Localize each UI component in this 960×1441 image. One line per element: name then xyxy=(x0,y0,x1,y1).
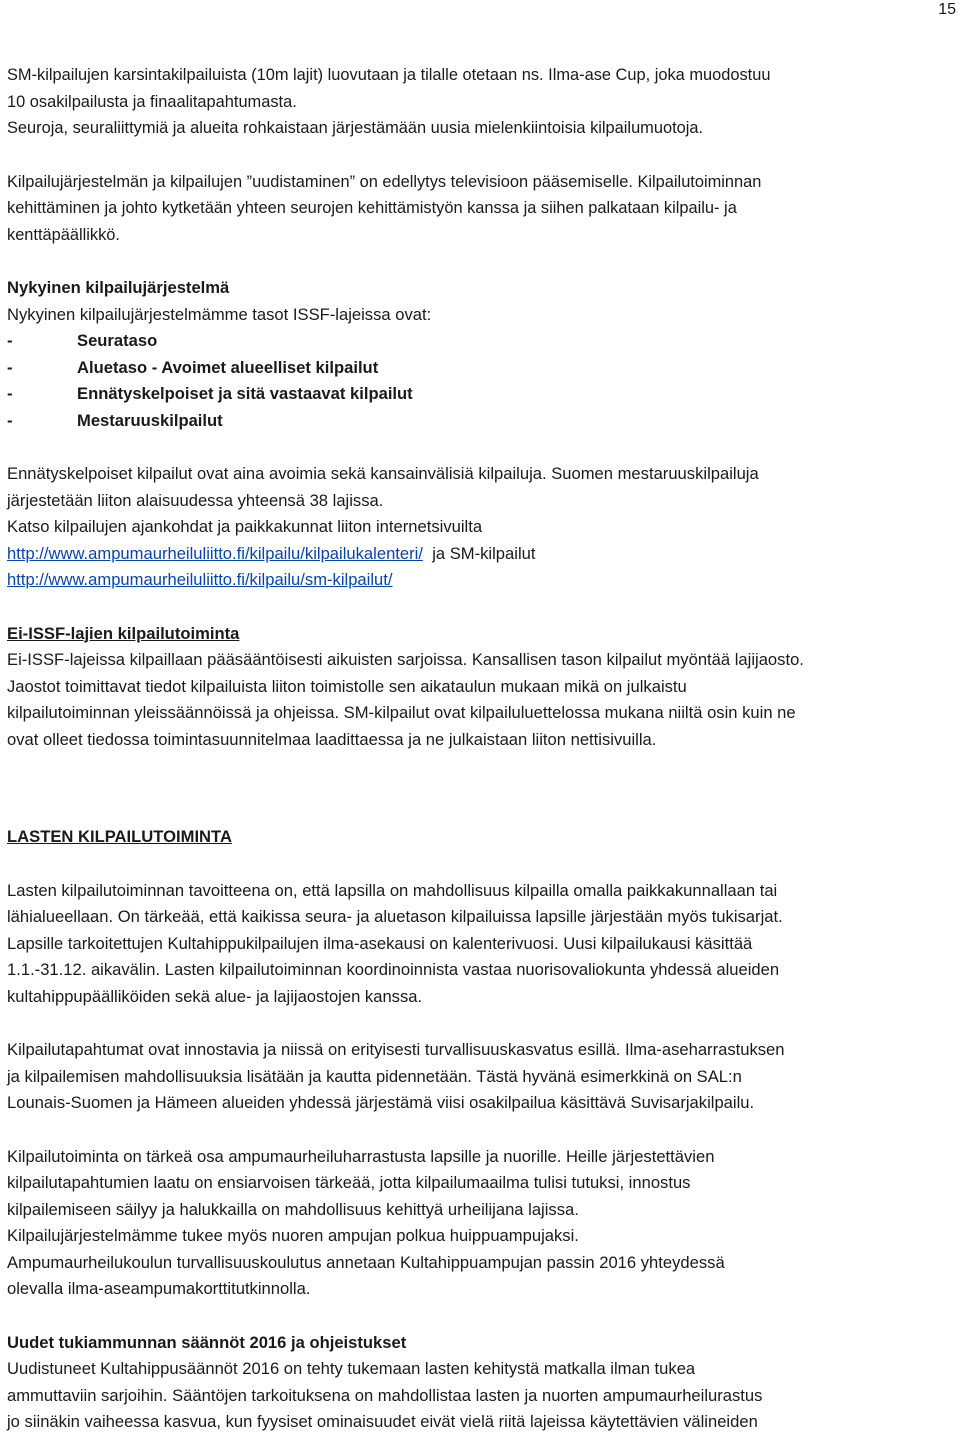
children-section xyxy=(7,824,957,1303)
link-joiner: ja SM-kilpailut xyxy=(422,543,536,563)
paragraph: Ei-ISSF-lajeissa kilpaillaan pääsääntöisesti aikuisten sarjoissa. Kansallisen tason kilpailut myöntää lajijaosto. xyxy=(7,650,804,669)
list-item xyxy=(7,355,957,382)
section-heading: LASTEN KILPAILUTOIMINTA xyxy=(7,827,232,846)
paragraph: jo siinäkin vaiheessa kasvua, kun fyysiset ominaisuudet eivät vielä riitä lajeissa käytettävien välineiden xyxy=(7,1412,758,1431)
paragraph: Lounais-Suomen ja Hämeen alueiden yhdessä järjestämä viisi osakilpailua käsittävä Suvisarjakilpailu. xyxy=(7,1093,755,1112)
paragraph: Katso kilpailujen ajankohdat ja paikkakunnat liiton internetsivuilta xyxy=(7,517,483,536)
list-item xyxy=(7,328,957,355)
list-dash: - xyxy=(7,331,13,350)
intro-line xyxy=(7,169,957,196)
paragraph: Ennätyskelpoiset kilpailut ovat aina avoimia sekä kansainvälisiä kilpailuja. Suomen mestaruuskilpailuja xyxy=(7,464,759,483)
paragraph: ammuttaviin sarjoihin. Sääntöjen tarkoituksena on mahdollistaa lasten ja nuorten ampumaurheilurastus xyxy=(7,1385,763,1405)
intro-line: SM-kilpailujen karsintakilpailuista (10m lajit) luovutaan ja tilalle otetaan ns. Ilma-ase Cup, joka muodostuu xyxy=(7,66,771,84)
intro-line: Seuroja, seuraliittymiä ja alueita rohkaistaan järjestämään uusia mielenkiintoisia kilpailumuotoja. xyxy=(7,119,704,137)
rules-section xyxy=(7,1330,957,1436)
paragraph: Uudistuneet Kultahippusäännöt 2016 on tehty tukemaan lasten kehitystä matkalla ilman tukea xyxy=(7,1359,696,1378)
intro-text: Kilpailutoiminnan xyxy=(632,172,762,191)
sm-competitions-link[interactable]: http://www.ampumaurheiluliitto.fi/kilpailu/sm-kilpailut/ xyxy=(7,570,393,589)
intro-section xyxy=(7,62,957,248)
paragraph: Nykyinen kilpailujärjestelmämme tasot ISSF-lajeissa ovat: xyxy=(7,304,432,324)
paragraph: järjestetään liiton alaisuudessa yhteensä 38 lajissa. xyxy=(7,490,384,510)
list-item-text: Seurataso xyxy=(77,331,158,350)
section-heading: Uudet tukiammunnan säännöt 2016 ja ohjeistukset xyxy=(7,1332,407,1352)
current-system-section xyxy=(7,275,957,594)
section-heading: Nykyinen kilpailujärjestelmä xyxy=(7,278,230,297)
paragraph: Kilpailutapahtumat ovat innostavia ja niissä on erityisesti turvallisuuskasvatus esillä. Ilma-aseharrastuksen xyxy=(7,1040,785,1059)
paragraph: Kilpailutoiminta on tärkeä osa ampumaurheiluharrastusta lapsille ja nuorille. Heille järjestettävien xyxy=(7,1146,715,1166)
intro-line: 10 osakilpailusta ja finaalitapahtumasta. xyxy=(7,92,297,111)
list-item xyxy=(7,408,957,435)
paragraph: kilpailemiseen säilyy ja halukkailla on mahdollisuus kehittyä urheilijana lajissa. xyxy=(7,1199,579,1219)
list-item-text: Ennätyskelpoiset ja sitä vastaavat kilpailut xyxy=(77,384,413,403)
calendar-link[interactable]: http://www.ampumaurheiluliitto.fi/kilpailu/kilpailukalenteri/ xyxy=(7,543,423,563)
document-body xyxy=(7,62,957,1436)
list-dash: - xyxy=(7,410,13,430)
intro-text: Kilpailujärjestelmän ja kilpailujen ”uudistaminen” on edellytys televisioon pääsemiselle. xyxy=(7,172,633,191)
paragraph: Lapsille tarkoitettujen Kultahippukilpailujen ilma-asekausi on kalenterivuosi. Uusi kilpailukausi käsittää xyxy=(7,933,753,953)
paragraph xyxy=(7,541,957,568)
page-number: 15 xyxy=(938,1,956,18)
paragraph: Ampumaurheilukoulun turvallisuuskoulutus annetaan Kultahippuampujan passin 2016 yhteydessä xyxy=(7,1252,725,1272)
intro-line: kenttäpäällikkö. xyxy=(7,225,120,244)
list-dash: - xyxy=(7,384,13,403)
paragraph: Jaostot toimittavat tiedot kilpailuista liiton toimistolle sen aikataulun mukaan mikä on julkaistu xyxy=(7,676,687,696)
list-item-text: Mestaruuskilpailut xyxy=(77,410,223,430)
paragraph: 1.1.-31.12. aikavälin. Lasten kilpailutoiminnan koordinoinnista vastaa nuorisovaliokunta yhdessä alueiden xyxy=(7,960,780,979)
section-heading: Ei-ISSF-lajien kilpailutoiminta xyxy=(7,623,240,643)
paragraph: kilpailutapahtumien laatu on ensiarvoisen tärkeää, jotta kilpailumaailma tulisi tutuksi, innostus xyxy=(7,1173,691,1192)
intro-line: kehittäminen ja johto kytketään yhteen seurojen kehittämistyön kanssa ja siihen palkataan kilpailu- ja xyxy=(7,199,737,217)
paragraph: ja kilpailemisen mahdollisuuksia lisätään ja kautta pidennetään. Tästä hyvänä esimerkkinä on SAL:n xyxy=(7,1066,742,1086)
paragraph: kultahippupäälliköiden sekä alue- ja lajijaostojen kanssa. xyxy=(7,986,423,1006)
list-dash: - xyxy=(7,357,13,377)
non-issf-section xyxy=(7,621,957,754)
paragraph: olevalla ilma-aseampumakorttitutkinnolla. xyxy=(7,1279,311,1298)
paragraph: Lasten kilpailutoiminnan tavoitteena on, että lapsilla on mahdollisuus kilpailla omalla paikkakunnallaan tai xyxy=(7,880,778,900)
paragraph: Kilpailujärjestelmämme tukee myös nuoren ampujan polkua huippuampujaksi. xyxy=(7,1226,579,1245)
paragraph: lähialueellaan. On tärkeää, että kaikissa seura- ja aluetason kilpailuissa lapsille järjestään myös tukisarjat. xyxy=(7,907,783,926)
paragraph: kilpailutoiminnan yleissäännöissä ja ohjeissa. SM-kilpailut ovat kilpailuluettelossa mukana niiltä osin kuin ne xyxy=(7,703,796,722)
paragraph: ovat olleet tiedossa toimintasuunnitelmaa laadittaessa ja ne julkaistaan liiton nettisivuilla. xyxy=(7,729,657,749)
paragraph xyxy=(7,567,957,594)
list-item xyxy=(7,381,957,408)
list-item-text: Aluetaso - Avoimet alueelliset kilpailut xyxy=(77,357,379,377)
